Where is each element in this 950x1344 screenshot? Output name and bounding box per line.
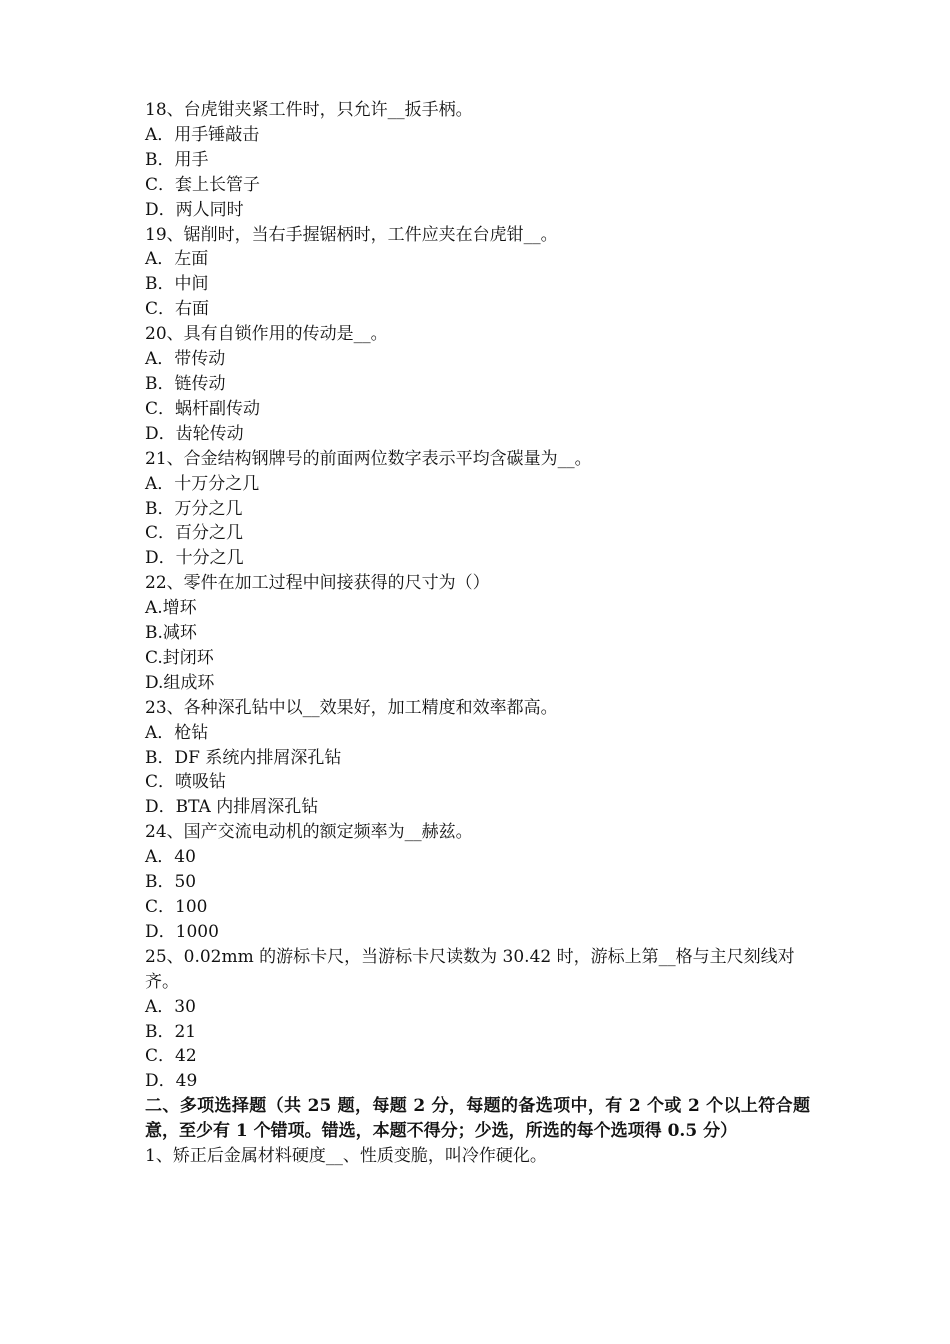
- option-c: C.封闭环: [145, 647, 214, 668]
- question-23: [145, 696, 810, 821]
- question-stem: 22、零件在加工过程中间接获得的尺寸为（）: [145, 573, 490, 594]
- option-c: C．喷吸钻: [145, 772, 227, 793]
- question-stem: 21、合金结构钢牌号的前面两位数字表示平均含碳量为__。: [145, 448, 592, 469]
- section-heading-multiple-choice: 二、多项选择题（共 25 题，每题 2 分，每题的备选项中，有 2 个或 2 个以上符合题意，至少有 1 个错项。错选，本题不得分；少选，所选的每个选项得 0.5 分）: [145, 1096, 810, 1142]
- question-stem: 18、台虎钳夹紧工件时，只允许__扳手柄。: [145, 100, 473, 120]
- question-stem: 23、各种深孔钻中以__效果好，加工精度和效率都高。: [145, 697, 558, 718]
- option-b: B．DF 系统内排屑深孔钻: [145, 747, 342, 768]
- option-d: D．十分之几: [145, 548, 244, 569]
- question-22: [145, 571, 810, 696]
- option-a: A．用手锤敲击: [145, 124, 260, 145]
- question-stem: 25、0.02mm 的游标卡尺，当游标卡尺读数为 30.42 时，游标上第__格与主尺刻线对齐。: [145, 946, 795, 992]
- option-b: B．中间: [145, 274, 209, 295]
- option-d: D．两人同时: [145, 199, 244, 220]
- question-stem: 19、锯削时，当右手握锯柄时，工件应夹在台虎钳__。: [145, 224, 558, 245]
- option-a: A．带传动: [145, 349, 226, 370]
- option-a: A．40: [145, 847, 196, 868]
- option-d: D．齿轮传动: [145, 423, 244, 444]
- option-b: B．链传动: [145, 373, 226, 394]
- question-19: [145, 223, 810, 323]
- option-d: D．49: [145, 1071, 198, 1092]
- option-a: A．左面: [145, 249, 209, 270]
- question-20: [145, 322, 810, 447]
- option-d: D.组成环: [145, 672, 215, 693]
- question-stem: 24、国产交流电动机的额定频率为__赫兹。: [145, 822, 473, 843]
- option-b: B．21: [145, 1021, 197, 1042]
- option-c: C．百分之几: [145, 523, 244, 544]
- question-18: [145, 98, 810, 223]
- option-b: B．万分之几: [145, 498, 243, 519]
- option-b: B．50: [145, 872, 197, 893]
- option-c: C．100: [145, 897, 208, 917]
- question-24: [145, 820, 810, 945]
- option-a: A．枪钻: [145, 722, 209, 743]
- option-c: C．42: [145, 1046, 197, 1067]
- option-c: C．套上长管子: [145, 174, 261, 195]
- option-a: A．十万分之几: [145, 473, 260, 494]
- question-25: [145, 945, 810, 1094]
- option-a: A.增环: [145, 598, 197, 619]
- option-d: D．1000: [145, 921, 219, 942]
- page-content: [145, 98, 810, 1169]
- option-c: C．蜗杆副传动: [145, 398, 261, 419]
- question-stem: 20、具有自锁作用的传动是__。: [145, 324, 388, 345]
- section2-question-1: 1、矫正后金属材料硬度__、性质变脆，叫冷作硬化。: [145, 1146, 547, 1167]
- option-b: B.减环: [145, 623, 197, 644]
- question-21: [145, 447, 810, 572]
- option-b: B．用手: [145, 149, 209, 170]
- option-a: A．30: [145, 996, 196, 1017]
- option-c: C．右面: [145, 299, 210, 320]
- option-d: D．BTA 内排屑深孔钻: [145, 797, 319, 818]
